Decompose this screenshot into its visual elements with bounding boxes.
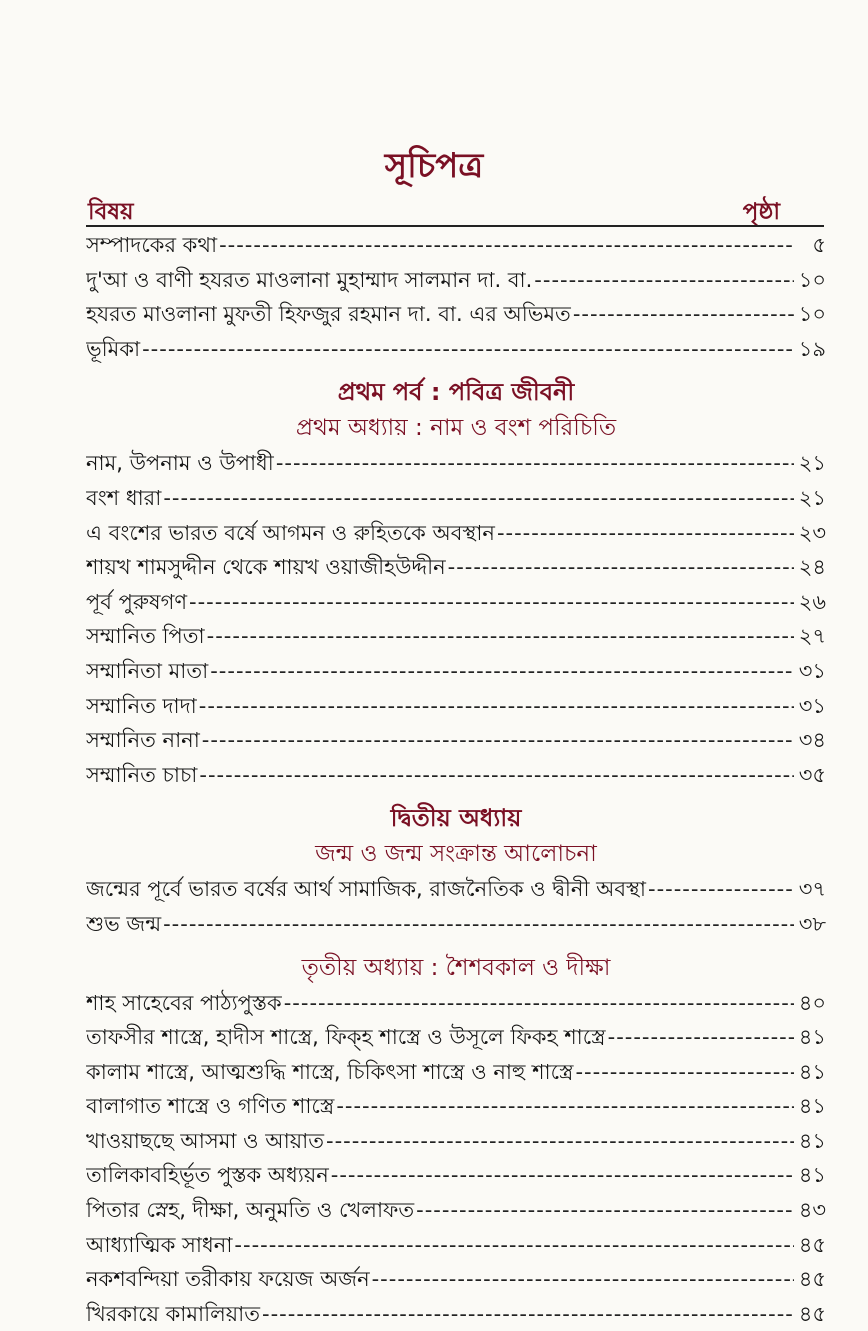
- toc-entry: তাফসীর শাস্ত্রে, হাদীস শাস্ত্রে, ফিক্‌হ শাস্ত্রে ও উসূলে ফিকহ শাস্ত্রে ----- ৪১: [86, 1020, 826, 1055]
- toc-entry: শায়খ শামসুদ্দীন থেকে শায়খ ওয়াজীহউদ্দীন ----- ২৪: [86, 550, 826, 585]
- toc-entry: খাওয়াছছে আসমা ও আয়াত ----- ৪১: [86, 1124, 826, 1159]
- toc-entry: এ বংশের ভারত বর্ষে আগমন ও রুহিতকে অবস্থান ----- ২৩: [86, 516, 826, 551]
- column-header-subject: বিষয়: [88, 199, 134, 225]
- toc-entry: শাহ সাহেবের পাঠ্যপুস্তক ----- ৪০: [86, 986, 826, 1021]
- chapter-heading: দ্বিতীয় অধ্যায়: [390, 804, 522, 833]
- toc-entry: নকশবন্দিয়া তরীকায় ফয়েজ অর্জন ----- ৪৫: [86, 1262, 826, 1297]
- header-rule: [86, 225, 824, 227]
- toc-list: [86, 228, 826, 1331]
- toc-entry: সম্পাদকের কথা ----- ৫: [86, 228, 826, 263]
- toc-entry: সম্মানিতা মাতা ----- ৩১: [86, 654, 826, 689]
- toc-entry: ভূমিকা ----- ১৯: [86, 332, 826, 367]
- toc-entry: তালিকাবহির্ভূত পুস্তক অধ্যয়ন ----- ৪১: [86, 1158, 826, 1193]
- toc-entry: বংশ ধারা ----- ২১: [86, 481, 826, 516]
- toc-entry: শুভ জন্ম ----- ৩৮: [86, 907, 826, 942]
- chapter-heading: তৃতীয় অধ্যায় : শৈশবকাল ও দীক্ষা: [301, 954, 611, 981]
- toc-entry: হযরত মাওলানা মুফতী হিফজুর রহমান দা. বা. এর অভিমত ----- ১০: [86, 297, 826, 332]
- column-header-page: পৃষ্ঠা: [742, 199, 780, 225]
- toc-entry: সম্মানিত দাদা ----- ৩১: [86, 689, 826, 724]
- toc-entry: সম্মানিত চাচা ----- ৩৫: [86, 758, 826, 793]
- toc-entry: জন্মের পূর্বে ভারত বর্ষের আর্থ সামাজিক, রাজনৈতিক ও দ্বীনী অবস্থা ----- ৩৭: [86, 872, 826, 907]
- toc-entry: সম্মানিত পিতা ----- ২৭: [86, 619, 826, 654]
- toc-entry: পূর্ব পুরুষগণ ----- ২৬: [86, 585, 826, 620]
- toc-entry: কালাম শাস্ত্রে, আত্মশুদ্ধি শাস্ত্রে, চিকিৎসা শাস্ত্রে ও নাহু শাস্ত্রে ----- ৪১: [86, 1055, 826, 1090]
- toc-entry: সম্মানিত নানা ----- ৩৪: [86, 723, 826, 758]
- page-title: সূচিপত্র: [384, 146, 484, 186]
- part-heading: প্রথম পর্ব : পবিত্র জীবনী: [337, 378, 575, 407]
- toc-entry: খিরকায়ে কামালিয়াত ----- ৪৫: [86, 1297, 826, 1331]
- chapter-heading: প্রথম অধ্যায় : নাম ও বংশ পরিচিতি: [295, 415, 617, 442]
- toc-entry: বালাগাত শাস্ত্রে ও গণিত শাস্ত্রে ----- ৪১: [86, 1089, 826, 1124]
- chapter-subheading: জন্ম ও জন্ম সংক্রান্ত আলোচনা: [315, 841, 597, 868]
- toc-entry: দু'আ ও বাণী হযরত মাওলানা মুহাম্মাদ সালমান দা. বা. ----- ১০: [86, 263, 826, 298]
- toc-entry: পিতার স্নেহ, দীক্ষা, অনুমতি ও খেলাফত ----- ৪৩: [86, 1193, 826, 1228]
- toc-entry: আধ্যাত্মিক সাধনা ----- ৪৫: [86, 1228, 826, 1263]
- toc-entry: নাম, উপনাম ও উপাধী ----- ২১: [86, 446, 826, 481]
